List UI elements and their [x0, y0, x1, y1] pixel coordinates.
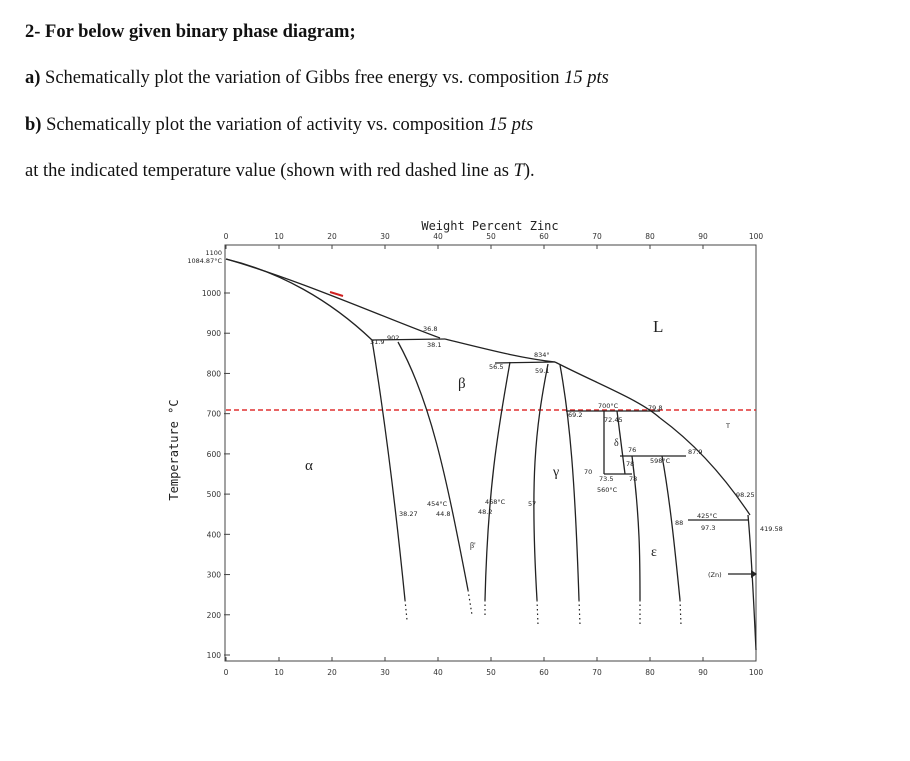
dotted-beta-left — [468, 590, 472, 615]
ann-59-1: 59.1 — [535, 367, 550, 375]
indicated-temperature-label: T — [726, 422, 730, 430]
part-a-points: 15 pts — [564, 68, 609, 88]
x-tick-label: 90 — [698, 232, 708, 241]
ann-36-8: 36.8 — [423, 325, 438, 333]
ann-902: 902 — [387, 334, 400, 342]
y-tick-label: 800 — [206, 369, 221, 379]
phase-gamma: γ — [553, 465, 560, 480]
phase-beta: β — [458, 376, 466, 392]
y-tick-label: 1000 — [201, 289, 221, 298]
ann-454: 454°C — [427, 500, 448, 508]
y-tick-label: 700 — [206, 409, 221, 419]
x-tick-label: 100 — [748, 668, 764, 677]
x-tick-label: 70 — [592, 232, 602, 241]
x-tick-label: 0 — [223, 232, 229, 241]
peritectic-834 — [495, 362, 555, 363]
alpha-solvus — [372, 340, 405, 600]
dotted-alpha — [405, 600, 407, 620]
gamma-left-boundary — [534, 364, 548, 600]
part-a-label: a) — [25, 68, 41, 88]
ann-425: 425°C — [697, 512, 718, 520]
zn-melting: 419.58 — [760, 525, 783, 533]
ann-70: 70 — [584, 468, 593, 476]
x-tick-label: 10 — [274, 668, 284, 677]
ann-78b: 78 — [629, 475, 638, 483]
ann-38-1: 38.1 — [427, 341, 442, 349]
ann-72-45: 72.45 — [604, 416, 623, 424]
note-end: ). — [523, 161, 535, 181]
x-tick-label: 0 — [223, 668, 229, 677]
y-tick-label: 100 — [206, 651, 221, 660]
part-b-points: 15 pts — [488, 115, 534, 135]
note-text: at the indicated temperature value (shown with red dashed line as — [25, 161, 514, 181]
y-tick-label: 500 — [206, 490, 221, 500]
dotted-gamma-right — [579, 600, 580, 625]
phase-alpha: α — [305, 458, 313, 474]
x-tick-label: 20 — [327, 668, 337, 677]
question-title: 2- For below given binary phase diagram; — [25, 22, 356, 42]
x-tick-label: 100 — [748, 232, 764, 241]
ann-73-5: 73.5 — [599, 475, 614, 483]
y-axis-title: Temperature °C — [167, 399, 181, 501]
liquidus-alpha — [226, 259, 372, 340]
phase-epsilon: ε — [651, 545, 657, 560]
y-tick-label: 600 — [206, 449, 221, 459]
x-tick-label: 50 — [486, 668, 496, 677]
ann-76: 76 — [628, 446, 637, 454]
top-x-ticks — [224, 232, 764, 249]
phase-liquid: L — [653, 317, 664, 336]
x-tick-label: 30 — [380, 232, 390, 241]
x-tick-label: 90 — [698, 668, 708, 677]
dotted-gamma-left — [537, 600, 538, 625]
top-axis-title: Weight Percent Zinc — [421, 219, 559, 233]
ann-88: 88 — [675, 519, 684, 527]
x-tick-label: 80 — [645, 668, 655, 677]
zn-solvus — [748, 515, 756, 650]
ann-79-8: 79.8 — [648, 404, 663, 412]
ann-700: 700°C — [598, 402, 619, 410]
ann-834: 834° — [534, 351, 550, 359]
ann-44-8: 44.8 — [436, 510, 451, 518]
ann-98-25: 98.25 — [736, 491, 755, 499]
note-T: T — [513, 161, 524, 181]
ann-97-3: 97.3 — [701, 524, 716, 532]
y-tick-label: 300 — [206, 570, 221, 580]
dotted-eps-right — [680, 600, 681, 625]
x-tick-label: 40 — [433, 232, 443, 241]
ann-468: 468°C — [485, 498, 506, 506]
cu-melting: 1084.87°C — [187, 257, 222, 265]
y-tick-label: 900 — [206, 329, 221, 339]
ann-56-5: 56.5 — [489, 363, 504, 371]
ann-57: 57 — [528, 500, 537, 508]
ann-87-9: 87.9 — [688, 448, 703, 456]
x-tick-label: 20 — [327, 232, 337, 241]
x-tick-label: 70 — [592, 668, 602, 677]
x-tick-label: 30 — [380, 668, 390, 677]
x-tick-label: 60 — [539, 232, 549, 241]
ann-560: 560°C — [597, 486, 618, 494]
ann-38-27: 38.27 — [399, 510, 418, 518]
beta-right-boundary — [485, 362, 510, 600]
y-tick-label: 200 — [206, 610, 221, 620]
x-tick-label: 40 — [433, 668, 443, 677]
x-tick-label: 50 — [486, 232, 496, 241]
phase-beta-prime: β' — [470, 541, 476, 550]
ann-48-2: 48.2 — [478, 508, 493, 516]
ann-78: 78 — [626, 460, 635, 468]
x-tick-label: 10 — [274, 232, 284, 241]
ann-598: 598°C — [650, 457, 671, 465]
gamma-right-boundary — [560, 365, 579, 600]
x-tick-label: 60 — [539, 668, 549, 677]
solidus-alpha — [226, 259, 440, 338]
cu-melting-top: 1100 — [205, 249, 222, 257]
part-b-text: Schematically plot the variation of activity vs. composition — [46, 115, 484, 135]
epsilon-right — [662, 456, 680, 600]
liquidus-epsilon — [660, 418, 750, 515]
bottom-x-ticks — [224, 657, 764, 677]
ann-69-2: 69.2 — [568, 411, 583, 419]
ann-31-9: 31.9 — [370, 338, 385, 346]
y-tick-label: 400 — [206, 530, 221, 540]
plot-frame — [225, 245, 756, 661]
y-ticks — [202, 289, 230, 660]
part-a-text: Schematically plot the variation of Gibbs free energy vs. composition — [45, 68, 560, 88]
phase-zn: (Zn) — [708, 571, 722, 579]
phase-delta: δ — [614, 438, 619, 449]
x-tick-label: 80 — [645, 232, 655, 241]
part-b-label: b) — [25, 115, 42, 135]
